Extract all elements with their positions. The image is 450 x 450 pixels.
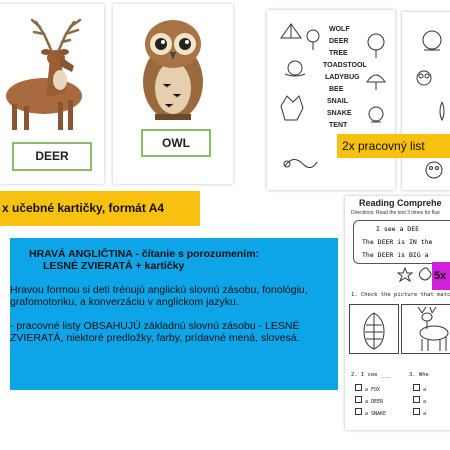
word-item: TREE [329,50,348,57]
picture-choice-2[interactable] [401,304,450,354]
word-item: TENT [329,122,348,129]
tree-icon [363,32,389,132]
reading-directions: Directions: Read the text 3 times for flue [351,210,440,216]
description-paragraph-1: Hravou formou si deti trénujú anglickú slovnú zásobu, fonológiu, grafomotoriku, a konverzáciu v anglickom jazyku. [10,284,308,308]
question-3-option-label: a [423,411,427,417]
pinecone-icon [350,305,398,353]
word-item: LADYBUG [325,74,360,81]
reading-line-3: The DEER is BIG a [362,251,429,259]
question-3-option-label: a [423,399,427,405]
count-badge: 5x [432,262,450,290]
word-item: SNAIL [327,98,348,105]
animals-worksheet [402,12,450,190]
option-deer-label: a DEER [365,399,384,405]
option-snake[interactable] [355,408,386,420]
option-deer[interactable] [355,396,386,408]
cards-banner: x učebné kartičky, formát A4 [0,191,200,226]
question-3-options [413,384,426,420]
option-snake-label: a SNAKE [365,411,387,417]
question-3-option[interactable] [413,384,426,396]
question-3-option[interactable] [413,408,426,420]
question-1: 1. Check the picture that matc [351,292,450,298]
deer-icon [0,12,104,132]
question-3-option-label: a [423,387,427,393]
description-paragraph-2: - pracovné listy OBSAHUJÚ základnú slovnú zásobu - LESNÉ ZVIERATÁ, niektoré predložky, farby, prídavné mená, slovesá. [10,320,300,344]
option-fox[interactable] [355,384,386,396]
reading-line-2: The DEER is IN the [362,238,433,246]
question-2-options [355,384,386,420]
reading-text-box [353,220,450,264]
question-2: 2. I see ___ [351,372,391,378]
owl-icon [133,14,213,124]
picture-choice-1[interactable] [349,304,399,354]
matching-worksheet [267,10,395,190]
owl-label: OWL [141,129,211,157]
option-fox-label: a FOX [365,387,381,393]
worksheet-drawings [273,16,325,184]
reading-title: Reading Comprehe [359,198,442,208]
deer-card [0,4,104,184]
reading-comprehension-sheet [345,196,450,430]
word-item: DEER [329,38,349,45]
worksheets-banner: 2x pracovný list [337,134,450,158]
deer-label: DEER [12,142,92,171]
description-title-line1: HRAVÁ ANGLIČTINA - čítanie s porozumením: [29,248,260,260]
description-box [10,238,338,390]
worksheet-animal-drawings [408,20,450,190]
question-3-option[interactable] [413,396,426,408]
question-3: 3. Whe [409,372,429,378]
reading-line-1: I see a DEE [376,225,420,233]
word-item: SNAKE [327,110,352,117]
word-item: TOADSTOOL [323,62,367,69]
word-item: WOLF [329,26,350,33]
deer-outline-icon [402,305,450,353]
description-title-line2: LESNÉ ZVIERATÁ + kartičky [43,260,185,272]
word-item: BEE [329,86,344,93]
owl-card [113,4,233,184]
